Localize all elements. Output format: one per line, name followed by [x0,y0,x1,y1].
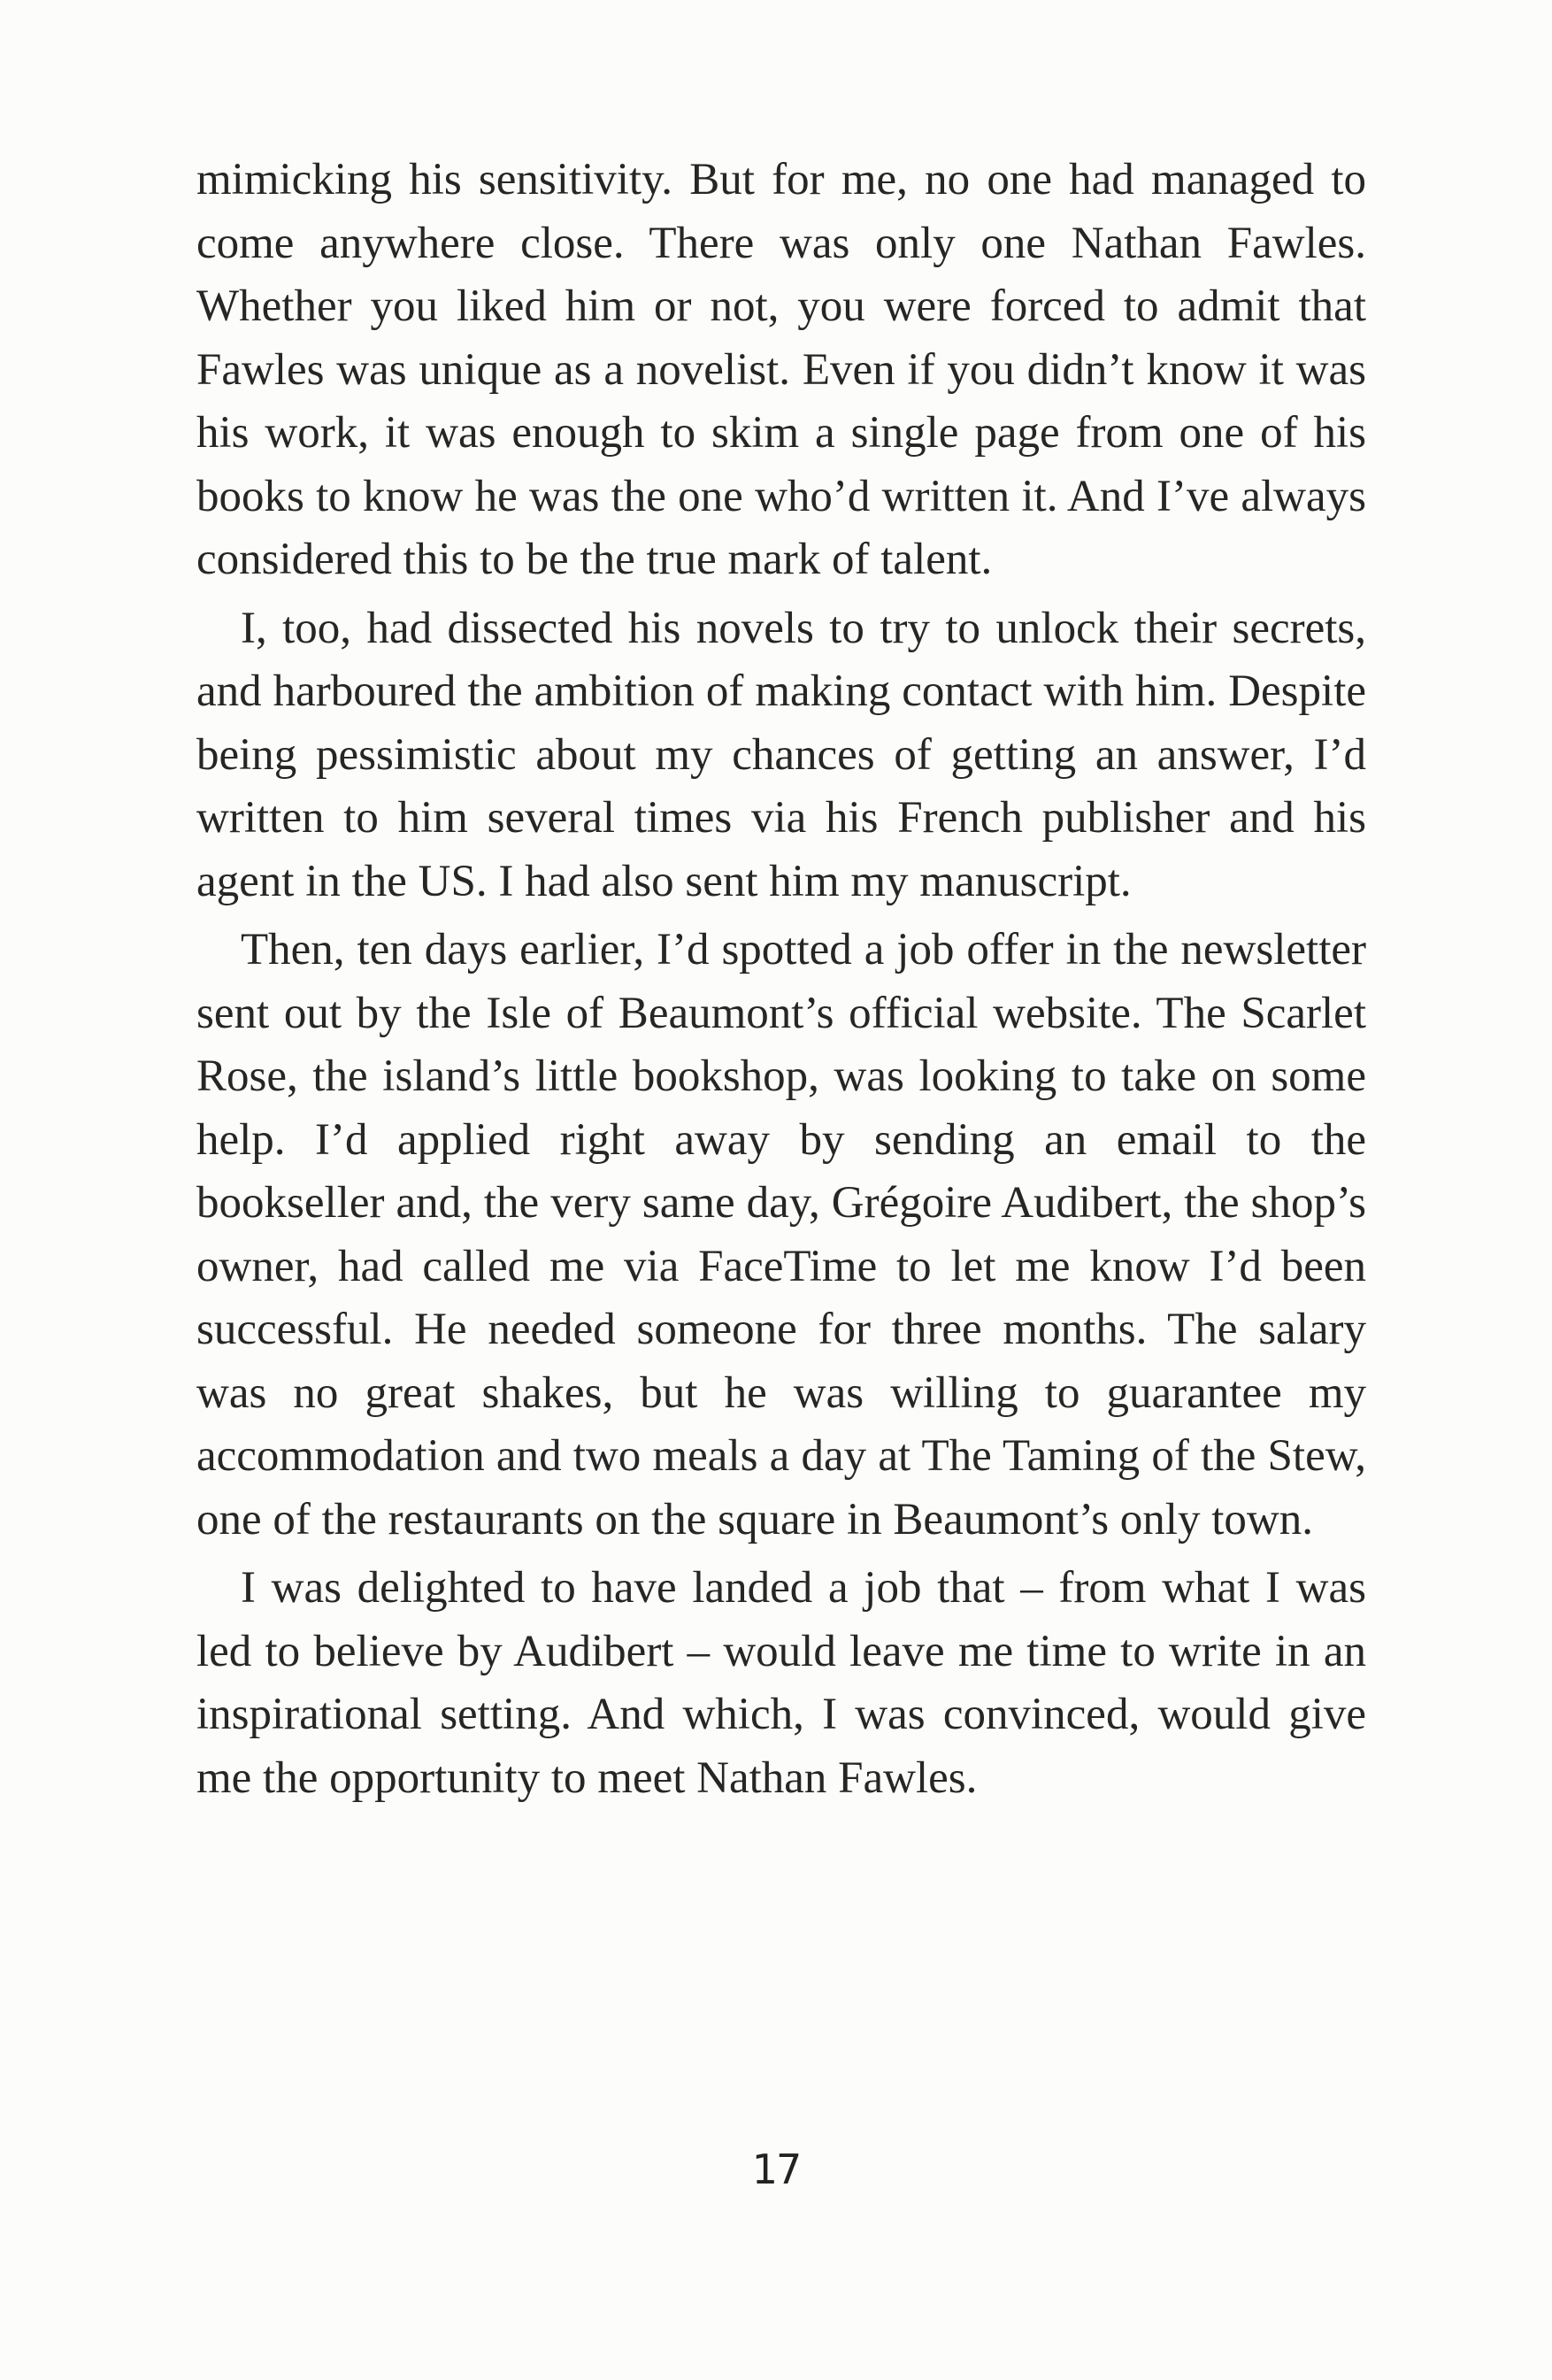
paragraph-2: I, too, had dissected his novels to try to unlock their secrets, and harboured the ambition of making contact with him. Despite being pessimistic about my chances of getting an answer, I’d written to him several times via his French publisher and his agent in the US. I had also sent him my manuscript. [196,603,1366,906]
body-text [196,149,1366,1810]
paragraph-3: Then, ten days earlier, I’d spotted a job offer in the newsletter sent out by the Isle of Beaumont’s official website. The Scarlet Rose, the island’s little bookshop, was looking to take on some help. I’d applied right away by sending an email to the bookseller and, the very same day, Grégoire Audibert, the shop’s owner, had called me via FaceTime to let me know I’d been successful. He needed someone for three months. The salary was no great shakes, but he was willing to guarantee my accommodation and two meals a day at The Taming of the Stew, one of the restaurants on the square in Beaumont’s only town. [196,925,1366,1544]
paragraph-4: I was delighted to have landed a job that – from what I was led to believe by Audibert – would leave me time to write in an inspirational setting. And which, I was convinced, would give me the opportunity to meet Nathan Fawles. [196,1563,1366,1803]
paragraph-1: mimicking his sensitivity. But for me, no one had managed to come anywhere close. There was only one Nathan Fawles. Whether you liked him or not, you were forced to admit that Fawles was unique as a novelist. Even if you didn’t know it was his work, it was enough to skim a single page from one of his books to know he was the one who’d written it. And I’ve always considered this to be the true mark of talent. [196,155,1366,584]
page-number: 17 [751,2145,801,2193]
